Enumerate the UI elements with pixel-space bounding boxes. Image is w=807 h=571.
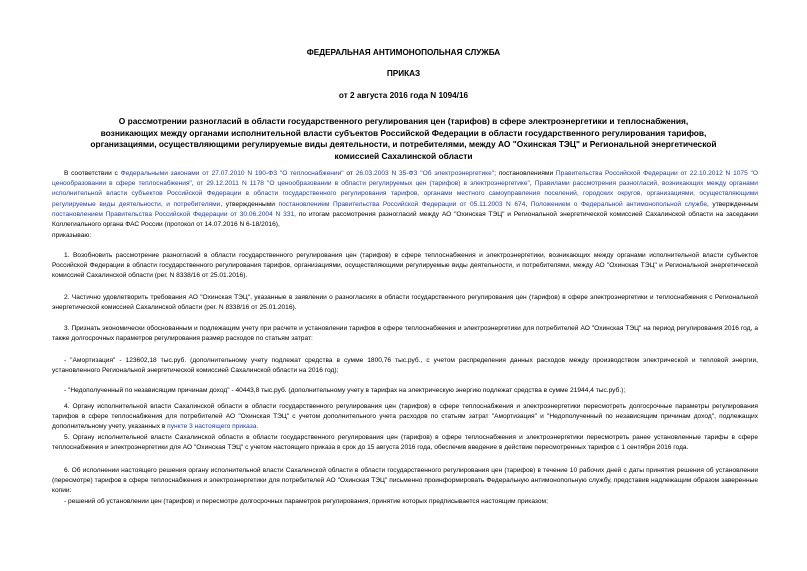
order-word: приказываю:	[52, 232, 92, 239]
item-4-text: 4. Органу исполнительной власти Сахалинской области в области государственного регулирования цен (тарифов) в сфере теплоснабжения и электроэнергетики пересмотреть долгосрочные параметры регулирования тарифов в сфере теплоснабжения для потребителей АО "Охинская ТЭЦ" с учетом дополнительного учета расходов по статьям затрат "Амортизация" и "Недополученный по независящим причинам доход", подлежащих дополнительному учету, указанных в	[52, 403, 758, 431]
resolution-331-link[interactable]: постановлением Правительства Российской Федерации от 30.06.2004 N 331	[52, 210, 295, 218]
document-title: О рассмотрении разногласий в области государственного регулирования цен (тарифов) в сфере электроэнергетики и теплоснабжения, возникающих между органами исполнительной власти субъектов Российской Федерации в области государственного регулирования тарифов, организациями, осуществляющими регулируемые виды деятельности, и потребителями, между АО "Охинская ТЭЦ" и Региональной энергетической комиссией Сахалинской области	[90, 116, 717, 161]
item-1-paragraph: 1. Возобновить рассмотрение разногласий в области государственного регулирования цен (тарифов) в сфере теплоснабжения и электроэнергетики, возникающих между органами исполнительной власти субъектов Российской Федерации в области государственного регулирования тарифов, организациями, осуществляющими регулируемые виды деятельности, и потребителями, между АО "Охинская ТЭЦ" и Региональной энергетической комиссией Сахалинской области (рег. N 8338/16 от 25.01.2016).	[52, 252, 758, 280]
preamble-text: от	[343, 170, 356, 177]
fas-regulation-link[interactable]: Положением о Федеральной антимонопольной службе	[530, 200, 708, 208]
doc-type-heading: ПРИКАЗ	[386, 69, 421, 78]
preamble-text: ,	[529, 180, 535, 188]
resolution-1075-link[interactable]: Правительства Российской Федерации от 22.10.2012 N 1075 "О ценообразовании в сфере теплоснабжения"	[52, 170, 758, 188]
preamble-text: ,	[191, 180, 197, 188]
preamble-text: ; постановлениями	[494, 170, 556, 177]
item-3-lost-income: - "Недополученный по независящим причинам доход" - 40443,8 тыс.руб. (дополнительному учету в тарифах на электрическую энергию подлежат средства в сумме 21944,4 тыс.руб.);	[64, 387, 626, 394]
item-4-paragraph	[52, 402, 758, 433]
item-2-paragraph: 2. Частично удовлетворить требования АО "Охинская ТЭЦ", указанные в заявлении о разногласиях в области государственного регулирования цен (тарифов) в сфере электроэнергетики и теплоснабжения с Региональной энергетической комиссией Сахалинской области (рег. N 8338/16 от 25.01.2016).	[52, 294, 758, 312]
item-5-paragraph: 5. Органу исполнительной власти Сахалинской области в области государственного регулирования цен (тарифов) в сфере теплоснабжения и электроэнергетики пересмотреть ранее установленные тарифы в сфере теплоснабжения и электроэнергетики для АО "Охинская ТЭЦ" с учетом настоящего приказа в срок до 15 августа 2016 года, обеспечив введение в действие пересмотренных тарифов с 1 сентября 2016 года.	[52, 434, 758, 452]
item-3-reference-link[interactable]: пункте 3 настоящего приказа	[167, 423, 257, 431]
law-190-link[interactable]: Федеральными законами от 27.07.2010 N 190-ФЗ "О теплоснабжении"	[120, 170, 344, 177]
preamble-text: В соответствии с	[64, 170, 121, 177]
resolution-1178-link[interactable]: от 29.12.2011 N 1178 "О ценообразовании в области регулируемых цен (тарифов) в электроэнергетике"	[196, 180, 530, 188]
preamble-paragraph	[52, 169, 758, 230]
dispute-rules-link[interactable]: Правилами рассмотрения разногласий, возникающих между органами исполнительной власти субъектов Российской Федерации в области государственного регулирования тарифов, органами местного самоуправления поселений, городских округов, организациями, осуществляющими регулируемые виды деятельности, и потребителями	[52, 180, 758, 208]
item-6-copies: - решений об установлении цен (тарифов) и пересмотре долгосрочных параметров регулирования, принятие которых предписывается настоящим приказом;	[64, 498, 548, 505]
agency-heading: ФЕДЕРАЛЬНАЯ АНТИМОНОПОЛЬНАЯ СЛУЖБА	[306, 48, 501, 57]
law-35-link[interactable]: 26.03.2003 N 35-ФЗ "Об электроэнергетике"	[355, 170, 495, 177]
date-number-heading: от 2 августа 2016 года N 1094/16	[338, 91, 469, 100]
preamble-text: ,	[525, 200, 531, 208]
item-3-paragraph: 3. Признать экономически обоснованным и подлежащим учету при расчете и установлении тарифов в сфере теплоснабжения и электроэнергетики для потребителей АО "Охинская ТЭЦ" на период регулирования 2016 год, а также долгосрочных параметров регулирования размер расходов по статьям затрат:	[52, 325, 758, 343]
item-6-paragraph: 6. Об исполнении настоящего решения органу исполнительной власти Сахалинской области в области государственного регулирования цен (тарифов) в течение 10 рабочих дней с даты принятия решения об установлении (пересмотре) тарифов в сфере теплоснабжения и электроэнергетики для потребителей АО "Охинская ТЭЦ" письменно проинформировать Федеральную антимонопольную службу, представив надлежащим образом заверенные копии:	[52, 467, 758, 495]
item-4-end: .	[256, 423, 259, 431]
item-3-amortization: - "Амортизация" - 123602,18 тыс.руб. (дополнительному учету подлежат средства в сумме 1800,76 тыс.руб., с учетом распределения данных расходов между производством электрической и тепловой энергии, установленного Региональной энергетической комиссией Сахалинской области на 2016 год);	[52, 357, 758, 375]
preamble-text: , утвержденными	[220, 200, 279, 208]
preamble-text: , утвержденным	[707, 200, 758, 208]
preamble-text: , по итогам рассмотрения разногласий между АО "Охинская ТЭЦ" и Региональной энергетической комиссией Сахалинской области на заседании Коллегиального органа ФАС России (протокол от 14.07.2016 N 6-18/2016),	[52, 210, 758, 229]
resolution-674-link[interactable]: постановлением Правительства Российской Федерации от 05.11.2003 N 674	[278, 200, 526, 208]
